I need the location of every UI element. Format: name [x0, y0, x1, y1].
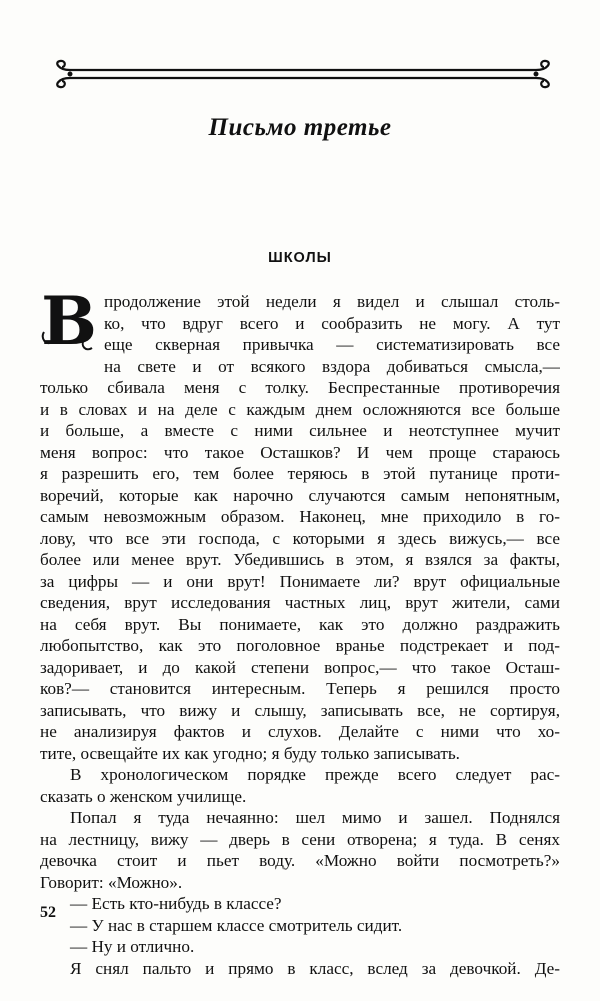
text-line: тите, освещайте их как угодно; я буду только записывать. [40, 743, 460, 763]
text-line: за цифры — и они врут! Понимаете ли? врут официальные [40, 571, 560, 591]
text-line: — Есть кто-нибудь в классе? [70, 894, 282, 913]
drop-cap-letter: В [41, 282, 97, 360]
page-number: 52 [40, 904, 56, 921]
ornamental-rule [48, 58, 558, 92]
chapter-title: Письмо третье [208, 114, 392, 141]
text-line: и в словах и на деле с каждым днем осложняются все больше [40, 399, 560, 419]
text-line: меня вопрос: что такое Осташков? И чем проще стараюсь [40, 442, 560, 462]
text-line: В хронологическом порядке прежде всего следует рас- [70, 765, 560, 784]
text-line: Говорит: «Можно». [40, 872, 183, 892]
text-line: ков?— становится интересным. Теперь я решился просто [40, 679, 560, 698]
text-line: я разрешить его, тем более теряюсь в этой путанице проти- [40, 464, 560, 483]
section-title: ШКОЛЫ [268, 250, 332, 266]
text-line: не анализируя фактов и слухов. Делайте с ними что хо- [40, 722, 560, 741]
text-line: только сбивала меня с толку. Беспрестанные противоречия [40, 378, 560, 397]
text-line: записывать, что вижу и слышу, записывать все, не сортируя, [40, 700, 560, 720]
text-line: — У нас в старшем классе смотритель сидит. [70, 915, 403, 935]
text-line: девочка стоит и пьет воду. «Можно войти посмотреть?» [40, 851, 560, 870]
text-line: любопытство, как это поголовное вранье подстрекает и под- [40, 636, 560, 655]
text-line: воречий, которые как нарочно случаются самым непонятным, [40, 485, 560, 505]
text-line: самым невозможным образом. Наконец, мне приходило в го- [40, 507, 560, 526]
text-line: на лестницу, вижу — дверь в сени отворена; я туда. В сенях [40, 829, 560, 849]
text-line: — Ну и отлично. [70, 937, 195, 956]
text-line: ко, что вдруг всего и сообразить не могу. А тут [104, 313, 560, 333]
text-line: продолжение этой недели я видел и слышал столь- [104, 292, 560, 311]
text-line: Я снял пальто и прямо в класс, вслед за девочкой. Де- [70, 958, 560, 978]
text-line: на свете и от всякого вздора добиваться смысла,— [104, 356, 560, 376]
text-line: и больше, а вместе с ними сильнее и неотступнее мучит [40, 421, 560, 440]
text-line: задоривает, и до какой степени вопрос,— что такое Осташ- [40, 657, 560, 677]
text-line: лову, что все эти господа, с которыми я здесь вижусь,— все [40, 528, 560, 548]
text-line: еще скверная привычка — систематизировать все [104, 335, 560, 354]
text-line: сведения, врут исследования частных лиц, врут жители, сами [40, 593, 560, 612]
text-line: на себя врут. Вы понимаете, как это должно раздражить [40, 614, 560, 634]
text-line: Попал я туда нечаянно: шел мимо и зашел. Поднялся [70, 808, 560, 827]
text-line: сказать о женском училище. [40, 786, 247, 806]
body-text [40, 291, 560, 979]
text-line: более или менее врут. Убедившись в этом, я взялся за факты, [40, 550, 560, 569]
